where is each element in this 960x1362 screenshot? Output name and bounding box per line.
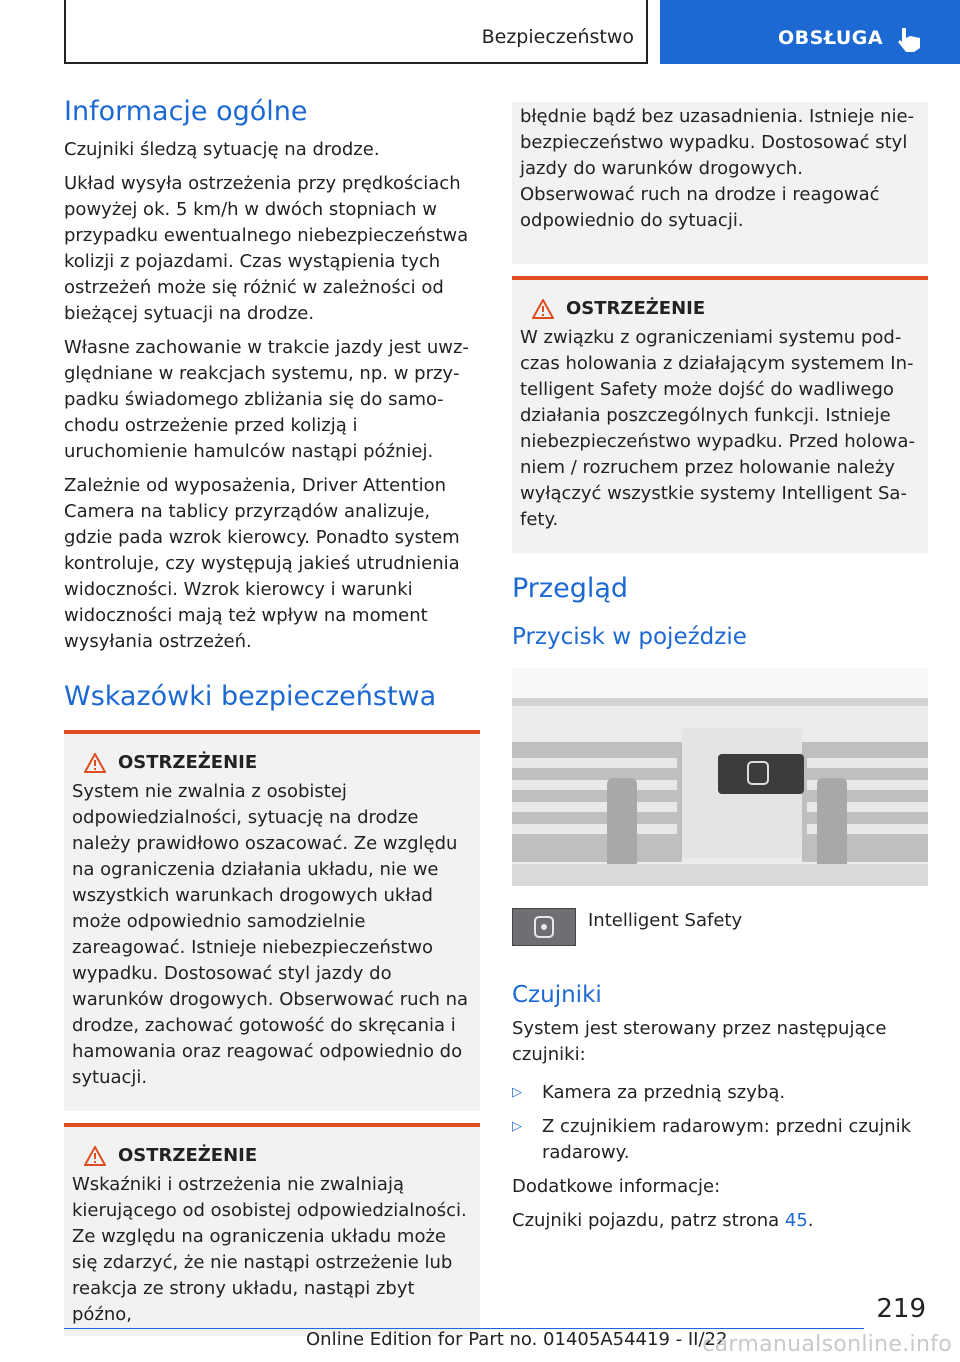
list-item: ▷ Z czujnikiem radarowym: przedni czujnik radarowy. xyxy=(512,1114,928,1166)
warning-triangle-icon xyxy=(84,1146,106,1166)
legend-label: Intelligent Safety xyxy=(588,910,743,931)
hand-pointer-icon xyxy=(896,26,924,54)
heading-button-in-vehicle: Przycisk w pojeździe xyxy=(512,624,747,650)
warning-text: W związku z ograniczeniami systemu podczas holowania z działającym systemem Intelligent Safety może dojść do wadliwego działania poszczególnych funkcji. Istnieje niebezpieczeństwo wypadku. Przed holowaniem / rozruchem przez holowanie należy wyłączyć wszystkie systemy Intelligent Safety. xyxy=(520,327,915,530)
chapter-title: OBSŁUGA xyxy=(778,27,884,49)
paragraph: Układ wysyła ostrzeżenia przy prędkościach powyżej ok. 5 km/h w dwóch stopniach w przypadku ewentualnego niebezpieczeństwa kolizji z pojazdami. Czas wystąpienia tych ostrzeżeń może się różnić w zależności od bieżącej sytuacji na drodze. xyxy=(64,173,469,324)
reference-text: Czujniki pojazdu, patrz strona xyxy=(512,1210,785,1231)
warning-text: błędnie bądź bez uzasadnienia. Istnieje niebezpieczeństwo wypadku. Dostosować styl jazdy do warunków drogowych. Obserwować ruch na drodze i reagować odpowiednio do sytuacji. xyxy=(520,106,915,231)
paragraph: Zależnie od wyposażenia, Driver Attention Camera na tablicy przyrządów analizuje, gdzie pada wzrok kierowcy. Ponadto system kontroluje, czy występują jakieś utrudnienia widoczności. Wzrok kierowcy i warunki widoczności mają też wpływ na moment wysyłania ostrzeżeń. xyxy=(64,475,460,652)
heading-safety-notes: Wskazówki bezpieczeństwa xyxy=(64,681,437,712)
dashboard-vents-image xyxy=(512,668,928,886)
chapter-tab xyxy=(660,0,960,64)
left-column xyxy=(64,96,480,1336)
heading-general-info: Informacje ogólne xyxy=(64,96,308,127)
list-item: ▷ Kamera za przednią szybą. xyxy=(512,1080,928,1106)
intelligent-safety-button-icon xyxy=(512,908,576,946)
heading-overview: Przegląd xyxy=(512,573,629,604)
warning-triangle-icon xyxy=(532,299,554,319)
warning-triangle-icon xyxy=(84,753,106,773)
button-photo xyxy=(512,668,928,886)
warning-box xyxy=(512,276,928,553)
paragraph: Dodatkowe informacje: xyxy=(512,1176,721,1197)
warning-title: OSTRZEŻENIE xyxy=(118,752,258,773)
warning-title: OSTRZEŻENIE xyxy=(566,298,706,319)
right-column xyxy=(512,102,928,1242)
section-title: Bezpieczeństwo xyxy=(481,26,634,48)
page-link[interactable]: 45 xyxy=(784,1210,808,1231)
paragraph: Własne zachowanie w trakcie jazdy jest uwzględniane w reakcjach systemu, np. w przypadku świadomego zbliżania się do samochodu ostrzeżenie przed kolizją i uruchomienie hamulców nastąpi później. xyxy=(64,337,469,462)
heading-sensors: Czujniki xyxy=(512,982,602,1008)
sensor-list xyxy=(512,1080,928,1166)
header-section-box xyxy=(64,0,648,64)
paragraph: Czujniki śledzą sytuację na drodze. xyxy=(64,139,380,160)
warning-title: OSTRZEŻENIE xyxy=(118,1145,258,1166)
paragraph: System jest sterowany przez następujące czujniki: xyxy=(512,1018,887,1065)
warning-text: System nie zwalnia z osobistej odpowiedzialności, sytuację na drodze należy prawidłowo oszacować. Ze względu na ograniczenia działania układu, nie we wszystkich warunkach drogowych układ może odpowiednio samodzielnie zareagować. Istnieje niebezpieczeństwo wypadku. Dostosować styl jazdy do warunków drogowych. Obserwować ruch na drodze, zachować gotowość do skręcania i hamowania oraz reagować odpowiednio do sytuacji. xyxy=(72,781,469,1088)
legend-row xyxy=(512,908,928,946)
edition-text: Online Edition for Part no. 01405A54419 - II/22 xyxy=(306,1329,728,1350)
warning-box xyxy=(64,730,480,1111)
page-number: 219 xyxy=(876,1294,926,1324)
watermark: carmanualsonline.info xyxy=(702,1332,952,1357)
reference-paragraph xyxy=(512,1208,928,1234)
reference-end: . xyxy=(807,1210,814,1231)
warning-box xyxy=(64,1123,480,1336)
warning-box-continued xyxy=(512,102,928,264)
warning-text: Wskaźniki i ostrzeżenia nie zwalniają kierującego od osobistej odpowiedzialności. Ze względu na ograniczenia układu może się zdarzyć, że nie nastąpi ostrzeżenie lub reakcja ze strony układu, nastąpi zbyt późno, xyxy=(72,1174,467,1325)
